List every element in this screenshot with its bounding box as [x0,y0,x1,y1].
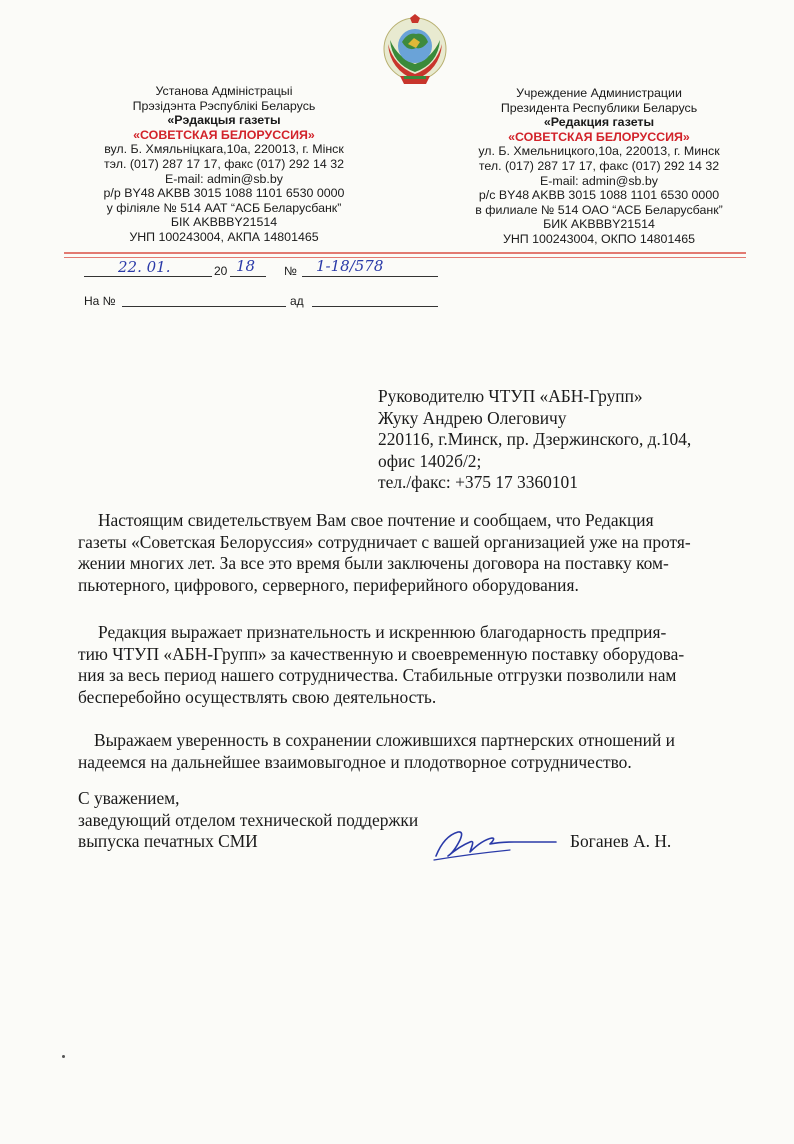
header-right-line: E-mail: admin@sb.by [540,173,658,188]
body-paragraph [78,730,742,773]
header-left-line: у філіяле № 514 ААТ “АСБ Беларусбанк” [106,200,342,215]
scan-speck [62,1055,65,1058]
position-line: выпуска печатных СМИ [78,831,258,852]
header-right-line: р/с BY48 AKBB 3015 1088 1101 6530 0000 [478,188,720,203]
newspaper-name: «СОВЕТСКАЯ БЕЛОРУССИЯ» [133,127,315,142]
paragraph-line: Редакция выражает признательность и искреннюю благодарность предприя- [98,622,667,642]
header-left-line: тэл. (017) 287 17 17, факс (017) 292 14 32 [104,156,344,171]
reference-label: На № [84,294,116,308]
header-right-line: Президента Республики Беларусь [500,100,698,115]
paragraph-line: газеты «Советская Белоруссия» сотрудничает с вашей организацией уже на протя- [78,531,691,552]
reference-separator: ад [290,294,304,308]
header-left-line: р/р BY48 AKBB 3015 1088 1101 6530 0000 [103,186,345,201]
header-left-line: Прэзідэнта Рэспублікі Беларусь [132,98,316,113]
header-right-line: Учреждение Администрации [516,86,682,100]
reference-date-line [312,292,438,307]
header-right-line: «Редакция газеты [543,115,655,130]
header-right-line: в филиале № 514 ОАО “АСБ Беларусбанк” [475,202,723,217]
header-left-line: «Рэдакцыя газеты [167,113,281,128]
body-paragraph [78,622,742,708]
header-divider [64,252,746,254]
handwritten-number: 1-18/578 [316,257,384,275]
addressee-block [378,386,758,494]
signer-name: Боганев А. Н. [570,831,672,851]
reference-line [122,292,286,307]
addressee-line: Жуку Андрею Олеговичу [378,407,567,428]
paragraph-line: Настоящим свидетельствуем Вам свое почтение и сообщаем, что Редакция [98,510,654,530]
paragraph-line: пьютерного, цифрового, серверного, периферийного оборудования. [78,574,579,595]
header-right-line: тел. (017) 287 17 17, факс (017) 292 14 32 [478,158,720,173]
header-left-line: БІК AKBBBY21514 [170,215,278,230]
paragraph-line: Выражаем уверенность в сохранении сложившихся партнерских отношений и [94,730,675,750]
position-line: заведующий отделом технической поддержки [78,809,419,830]
paragraph-line: тию ЧТУП «АБН-Групп» за качественную и своевременную поставку оборудова- [78,643,685,664]
closing-line: С уважением, [78,788,180,808]
state-emblem-icon [380,14,450,86]
header-right-line: БИК AKBBBY21514 [543,217,655,232]
addressee-line: 220116, г.Минск, пр. Дзержинского, д.104, [378,429,692,450]
header-left-block [62,84,386,245]
header-left-line: Установа Адміністрацыі [155,84,293,98]
paragraph-line: бесперебойно осуществлять свою деятельность. [78,686,437,707]
addressee-line: тел./факс: +375 17 3360101 [378,472,578,493]
header-right-block [434,86,764,247]
handwritten-signature-icon [430,822,560,864]
header-right-line: ул. Б. Хмельницкого,10а, 220013, г. Минск [478,144,720,159]
addressee-line: Руководителю ЧТУП «АБН-Групп» [378,386,643,406]
paragraph-line: ния за весь период нашего сотрудничества. Стабильные отгрузки позволили нам [78,665,677,686]
header-left-line: УНП 100243004, АКПА 14801465 [129,229,319,244]
header-left-line: E-mail: admin@sb.by [165,171,283,186]
paragraph-line: надеемся на дальнейшее взаимовыгодное и плодотворное сотрудничество. [78,751,632,772]
handwritten-date: 22. 01. [118,258,171,276]
handwritten-year: 18 [236,257,256,275]
number-label: № [284,264,297,278]
header-right-line: УНП 100243004, ОКПО 14801465 [502,231,696,246]
header-left-line: вул. Б. Хмяльніцкага,10а, 220013, г. Мінск [104,142,344,157]
addressee-line: офис 1402б/2; [378,450,482,471]
paragraph-line: жении многих лет. За все это время были заключены договора на поставку ком- [78,553,669,574]
body-paragraph [78,510,742,596]
newspaper-name: «СОВЕТСКАЯ БЕЛОРУССИЯ» [508,129,690,144]
year-prefix: 20 [214,264,228,278]
